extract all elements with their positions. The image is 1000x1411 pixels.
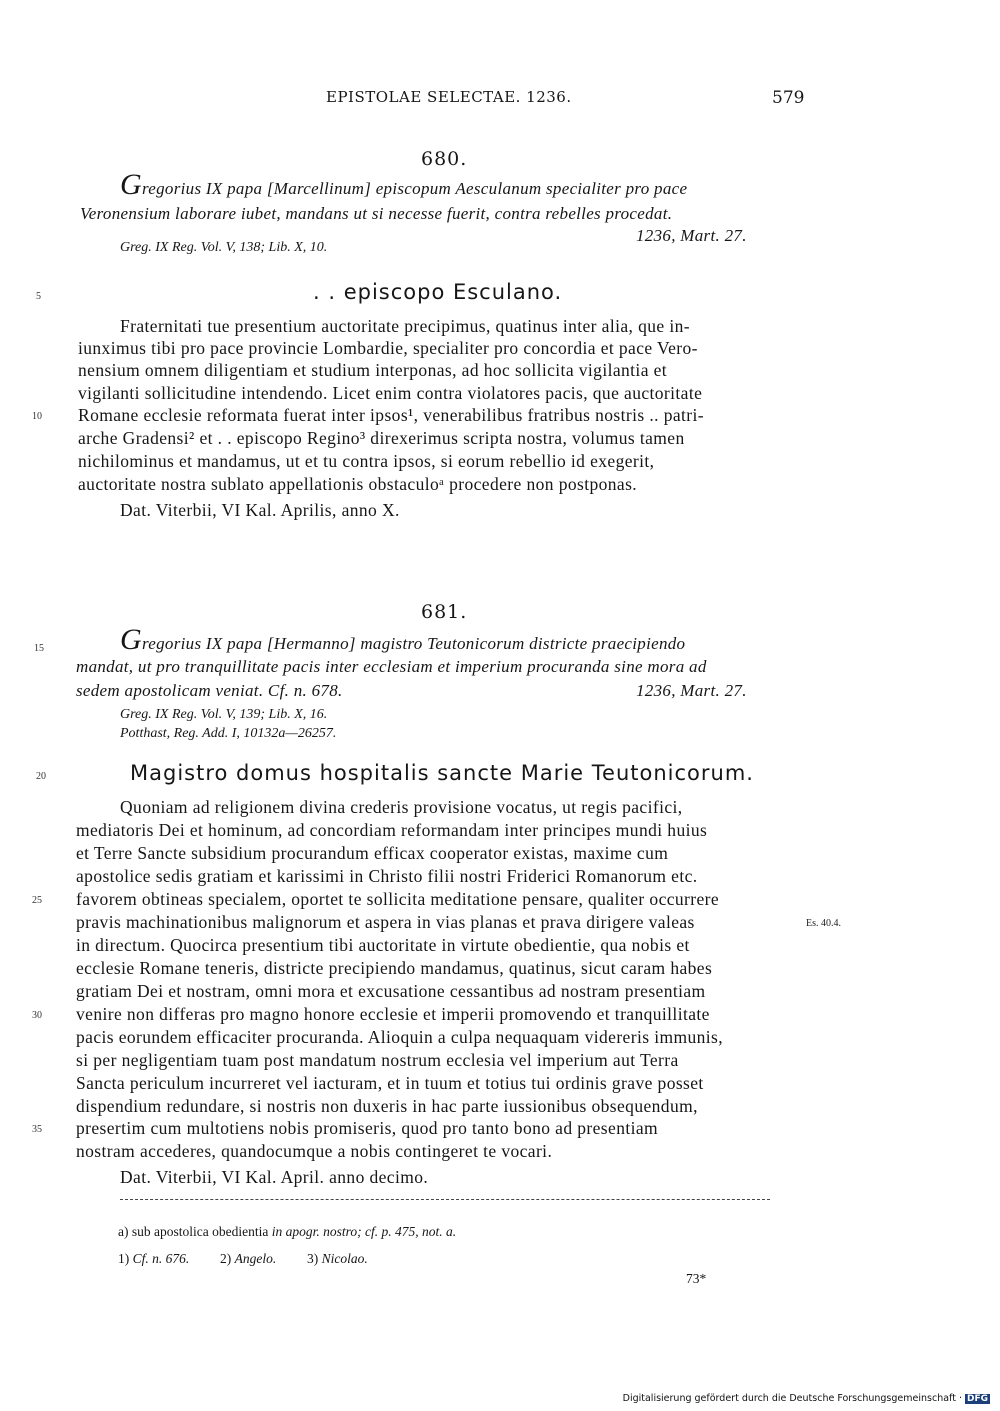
dfg-logo: DFG <box>966 1394 988 1404</box>
letter-681-body-line: et Terre Sancte subsidium procurandum efficax cooperator existas, maxime cum <box>76 843 669 863</box>
margin-line-number: 30 <box>32 1010 42 1021</box>
margin-line-number: 25 <box>32 895 42 906</box>
page-number: 579 <box>772 88 805 108</box>
letter-681-body-line: ecclesie Romane teneris, districte precipiendo mandamus, quatinus, sicut caram habes <box>76 958 713 978</box>
letter-681-summary-line-2: mandat, ut pro tranquillitate pacis inter ecclesiam et imperium procuranda sine mora ad <box>76 657 707 676</box>
letter-681-date: 1236, Mart. 27. <box>636 681 747 700</box>
letter-681-body-line: apostolice sedis gratiam et karissimi in Christo filii nostri Friderici Romanorum etc. <box>76 866 698 886</box>
signature-mark: 73* <box>686 1271 707 1286</box>
letter-681-source: Potthast, Reg. Add. I, 10132a—26257. <box>120 726 337 741</box>
footnote-text: Nicolao. <box>321 1251 368 1266</box>
drop-initial: G <box>120 168 142 201</box>
letter-680-body-line: Romane ecclesie reformata fuerat inter ipsos¹, venerabilibus fratribus nostris .. patri- <box>78 405 705 425</box>
bible-reference-sidenote: Es. 40.4. <box>806 918 841 929</box>
letter-681-body-line: pacis eorundem efficaciter procuranda. Alioquin a culpa nequaquam videreris immunis, <box>76 1027 724 1047</box>
letter-680-number: 680. <box>421 148 468 170</box>
letter-680-summary-line-1: Gregorius IX papa [Marcellinum] episcopum Aesculanum specialiter pro pace <box>120 168 688 201</box>
letter-680-summary-line-2: Veronensium laborare iubet, mandans ut si necesse fuerit, contra rebelles procedat. <box>80 204 673 223</box>
letter-681-body-line: pravis machinationibus malignorum et aspera in vias planas et prava dirigere valeas <box>76 912 695 932</box>
letter-681-body-line: favorem obtineas specialem, oportet te sollicita meditatione pensare, qualiter occurrere <box>76 889 720 909</box>
letter-681-dating: Dat. Viterbii, VI Kal. April. anno decimo. <box>120 1167 429 1187</box>
letter-681-body-line: gratiam Dei et nostram, omni mora et excusatione cessantibus ad nostram presentiam <box>76 981 706 1001</box>
footnote-mark: 1) <box>118 1251 130 1266</box>
footnote-text: Angelo. <box>234 1251 277 1266</box>
footnote-italic-text: in apogr. nostro; cf. p. 475, not. a. <box>271 1224 457 1239</box>
footnote-a <box>118 1224 456 1240</box>
letter-681-address: Magistro domus hospitalis sancte Marie Teutonicorum. <box>130 761 754 785</box>
letter-681-summary-line-3: sedem apostolicam veniat. Cf. n. 678. <box>76 681 343 700</box>
letter-681-source: Greg. IX Reg. Vol. V, 139; Lib. X, 16. <box>120 707 328 722</box>
margin-line-number: 35 <box>32 1124 42 1135</box>
letter-680-body-line: nichilominus et mandamus, ut et tu contra ipsos, si eorum rebellio id exegerit, <box>78 451 655 471</box>
letter-680-source: Greg. IX Reg. Vol. V, 138; Lib. X, 10. <box>120 240 328 255</box>
numbered-footnotes <box>118 1251 368 1267</box>
letter-680-address: . . episcopo Esculano. <box>313 280 563 304</box>
footnote-mark: 2) <box>220 1251 232 1266</box>
footnote-mark: 3) <box>307 1251 319 1266</box>
letter-680-date: 1236, Mart. 27. <box>636 226 747 245</box>
margin-line-number: 10 <box>32 411 42 422</box>
running-title: EPISTOLAE SELECTAE. 1236. <box>326 88 572 106</box>
letter-681-body-line: venire non differas pro magno honore ecclesie et imperii promovendo et tranquillitate <box>76 1004 710 1024</box>
margin-line-number: 5 <box>36 291 41 302</box>
margin-line-number: 15 <box>34 643 44 654</box>
letter-681-number: 681. <box>421 601 468 623</box>
letter-681-summary-line-1: Gregorius IX papa [Hermanno] magistro Teutonicorum districte praecipiendo <box>120 623 686 656</box>
letter-681-body-line: Sancta periculum incurreret vel iacturam, et in tuum et totius tui ordinis grave posset <box>76 1073 704 1093</box>
margin-line-number: 20 <box>36 771 46 782</box>
footnote-text: Cf. n. 676. <box>132 1251 190 1266</box>
footnote-text: sub apostolica obedientia <box>131 1224 269 1239</box>
letter-681-body-line: in directum. Quocirca presentium tibi auctoritate in virtute obedientie, qua nobis et <box>76 935 690 955</box>
letter-680-body-line: auctoritate nostra sublato appellationis obstaculoᵃ procedere non postponas. <box>78 474 638 494</box>
credit-text: Digitalisierung gefördert durch die Deutsche Forschungsgemeinschaft · <box>622 1393 962 1404</box>
letter-680-body-line: iunximus tibi pro pace provincie Lombardie, specialiter pro concordia et pace Vero- <box>78 338 698 358</box>
letter-681-body-line: nostram accederes, quandocumque a nobis contingeret te vocari. <box>76 1141 553 1161</box>
footnote-mark: a) <box>118 1224 129 1239</box>
drop-initial: G <box>120 623 142 656</box>
letter-680-dating: Dat. Viterbii, VI Kal. Aprilis, anno X. <box>120 500 400 520</box>
letter-681-body-line: presertim cum multotiens nobis promiseris, quod pro tanto bono ad presentiam <box>76 1118 659 1138</box>
letter-680-body-line: vigilanti sollicitudine intendendo. Licet enim contra violatores pacis, que auctoritate <box>78 383 703 403</box>
letter-681-body-line: mediatoris Dei et hominum, ad concordiam reformandam inter principes mundi huius <box>76 820 708 840</box>
letter-681-body-line: si per negligentiam tuam post mandatum nostrum ecclesia vel imperium aut Terra <box>76 1050 679 1070</box>
letter-680-body-line: nensium omnem diligentiam et studium interponas, ad hoc sollicita vigilantia et <box>78 360 668 380</box>
letter-681-body-line: dispendium redundare, si nostris non duxeris in hac parte iussionibus obsequendum, <box>76 1096 698 1116</box>
letter-680-body-line: Fraternitati tue presentium auctoritate precipimus, quatinus inter alia, que in- <box>120 316 690 336</box>
footnote-separator <box>120 1199 770 1200</box>
letter-681-body-line: Quoniam ad religionem divina crederis provisione vocatus, ut regis pacifici, <box>120 797 683 817</box>
letter-680-body-line: arche Gradensi² et . . episcopo Regino³ direxerimus scripta nostra, volumus tamen <box>78 428 685 448</box>
digitization-credit <box>623 1393 990 1404</box>
